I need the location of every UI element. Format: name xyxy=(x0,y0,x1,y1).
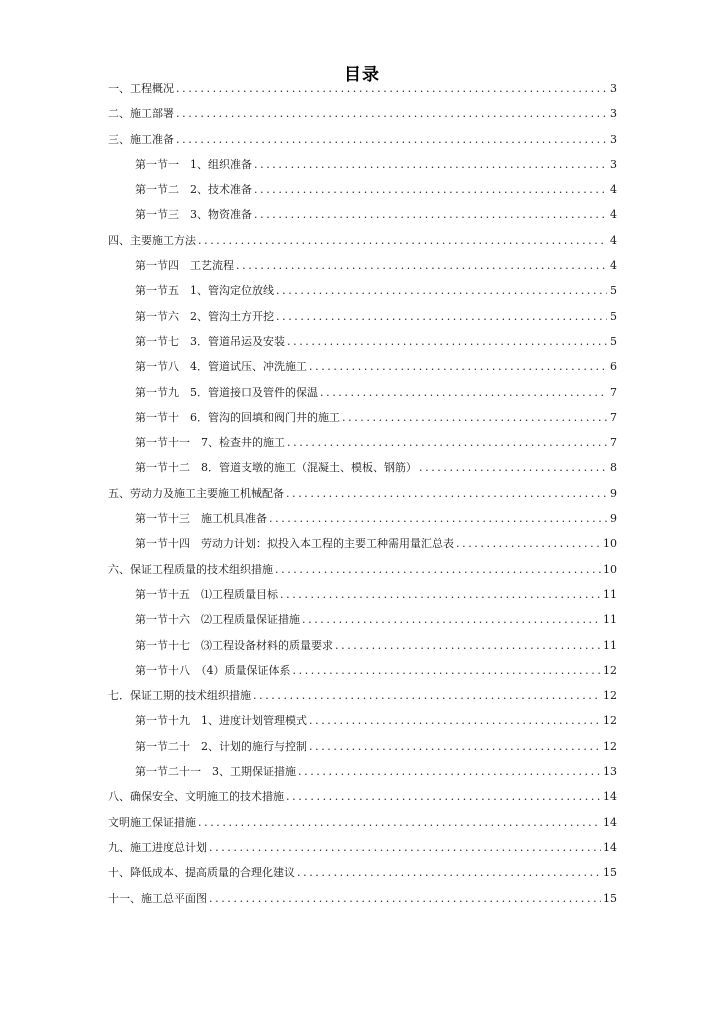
toc-section-entry[interactable] xyxy=(108,104,617,129)
toc-entry-page-number: 3 xyxy=(610,82,617,95)
toc-subsection-entry[interactable] xyxy=(108,433,617,458)
toc-entry-page-number: 12 xyxy=(603,663,617,677)
toc-entry-page-number: 7 xyxy=(610,385,617,399)
toc-subsection-entry[interactable] xyxy=(108,357,617,382)
toc-entry-page-number: 3 xyxy=(610,157,617,171)
toc-entry-page-number: 5 xyxy=(610,334,617,348)
toc-entry-page-number: 4 xyxy=(610,183,617,197)
toc-dot-leader xyxy=(209,889,601,909)
toc-dot-leader xyxy=(209,838,601,858)
toc-dot-leader xyxy=(287,332,607,352)
toc-entry-label: 第一节十五 ⑴工程质量目标 xyxy=(135,587,278,601)
toc-subsection-entry[interactable] xyxy=(108,180,617,205)
toc-dot-leader xyxy=(320,383,607,403)
toc-entry-page-number: 14 xyxy=(603,840,617,854)
toc-entry-label: 第一节二十 2、计划的施行与控制 xyxy=(135,739,307,753)
toc-entry-page-number: 5 xyxy=(610,309,617,323)
toc-entry-label: 第一节五 1、管沟定位放线 xyxy=(135,284,274,298)
toc-section-entry[interactable] xyxy=(108,787,617,812)
toc-subsection-entry[interactable] xyxy=(108,762,617,787)
toc-subsection-entry[interactable] xyxy=(108,205,617,230)
toc-entry-page-number: 9 xyxy=(610,512,617,526)
toc-dot-leader xyxy=(287,433,607,453)
toc-entry-page-number: 10 xyxy=(603,537,617,551)
toc-subsection-entry[interactable] xyxy=(108,307,617,332)
toc-dot-leader xyxy=(198,813,601,833)
toc-subsection-entry[interactable] xyxy=(108,534,617,559)
toc-dot-leader xyxy=(254,205,607,225)
toc-entry-label: 第一节十八 （4）质量保证体系 xyxy=(135,663,291,677)
toc-dot-leader xyxy=(286,787,601,807)
toc-entry-label: 三、施工准备 xyxy=(108,132,174,146)
toc-entry-page-number: 14 xyxy=(603,815,617,829)
toc-dot-leader xyxy=(253,686,601,706)
toc-subsection-entry[interactable] xyxy=(108,737,617,762)
toc-entry-label: 第一节八 4．管道试压、冲洗施工 xyxy=(135,360,307,374)
toc-entry-page-number: 15 xyxy=(603,891,617,905)
toc-dot-leader xyxy=(297,863,601,883)
toc-entry-label: 五、劳动力及施工主要施工机械配备 xyxy=(108,486,284,500)
toc-dot-leader xyxy=(276,281,607,301)
toc-dot-leader xyxy=(198,231,607,251)
toc-entry-page-number: 4 xyxy=(610,259,617,273)
toc-list xyxy=(108,79,617,914)
toc-entry-label: 第一节九 5．管道接口及管件的保温 xyxy=(135,385,318,399)
toc-entry-label: 第一节十 6．管沟的回填和阀门井的施工 xyxy=(135,410,340,424)
toc-dot-leader xyxy=(309,737,601,757)
toc-entry-label: 第一节十七 ⑶工程设备材料的质量要求 xyxy=(135,638,333,652)
toc-entry-label: 十、降低成本、提高质量的合理化建议 xyxy=(108,866,295,880)
toc-dot-leader xyxy=(309,357,607,377)
toc-entry-label: 第一节十三 施工机具准备 xyxy=(135,512,267,526)
toc-entry-page-number: 4 xyxy=(610,208,617,222)
toc-subsection-entry[interactable] xyxy=(108,458,617,483)
toc-entry-page-number: 3 xyxy=(610,132,617,146)
toc-dot-leader xyxy=(269,509,607,529)
toc-subsection-entry[interactable] xyxy=(108,585,617,610)
toc-dot-leader xyxy=(302,610,601,630)
toc-entry-label: 第一节二 2、技术准备 xyxy=(135,183,252,197)
toc-entry-label: 第一节十四 劳动力计划：拟投入本工程的主要工种需用量汇总表 xyxy=(135,537,454,551)
toc-entry-page-number: 8 xyxy=(610,461,617,475)
toc-entry-label: 第一节一 1、组织准备 xyxy=(135,157,252,171)
toc-title: 目录 xyxy=(344,65,380,85)
toc-entry-page-number: 9 xyxy=(610,486,617,500)
toc-entry-label: 第一节十九 1、进度计划管理模式 xyxy=(135,714,307,728)
toc-dot-leader xyxy=(286,484,607,504)
toc-dot-leader xyxy=(254,180,607,200)
toc-dot-leader xyxy=(309,711,601,731)
toc-subsection-entry[interactable] xyxy=(108,509,617,534)
toc-entry-label: 九、施工进度总计划 xyxy=(108,840,207,854)
toc-dot-leader xyxy=(298,762,601,782)
toc-entry-label: 七．保证工期的技术组织措施 xyxy=(108,689,251,703)
toc-entry-label: 十一、施工总平面图 xyxy=(108,891,207,905)
toc-dot-leader xyxy=(276,307,607,327)
toc-section-entry[interactable] xyxy=(108,838,617,863)
toc-entry-label: 六、保证工程质量的技术组织措施 xyxy=(108,562,273,576)
toc-subsection-entry[interactable] xyxy=(108,332,617,357)
toc-subsection-entry[interactable] xyxy=(108,711,617,736)
toc-entry-page-number: 14 xyxy=(603,790,617,804)
toc-subsection-entry[interactable] xyxy=(108,661,617,686)
toc-dot-leader xyxy=(275,560,601,580)
toc-entry-page-number: 11 xyxy=(603,638,617,652)
toc-section-entry[interactable] xyxy=(108,863,617,888)
toc-entry-label: 第一节十六 ⑵工程质量保证措施 xyxy=(135,613,300,627)
toc-dot-leader xyxy=(176,79,607,99)
toc-dot-leader xyxy=(456,534,601,554)
toc-entry-page-number: 11 xyxy=(603,587,617,601)
toc-subsection-entry[interactable] xyxy=(108,636,617,661)
toc-entry-label: 第一节四 工艺流程 xyxy=(135,259,234,273)
toc-dot-leader xyxy=(280,585,601,605)
toc-section-entry[interactable] xyxy=(108,79,617,104)
toc-entry-page-number: 12 xyxy=(603,739,617,753)
toc-section-entry[interactable] xyxy=(108,130,617,155)
toc-dot-leader xyxy=(342,408,607,428)
toc-entry-page-number: 5 xyxy=(610,284,617,298)
toc-dot-leader xyxy=(236,256,607,276)
toc-entry-page-number: 15 xyxy=(603,866,617,880)
toc-dot-leader xyxy=(176,130,607,150)
toc-section-entry[interactable] xyxy=(108,686,617,711)
toc-section-entry[interactable] xyxy=(108,889,617,914)
toc-entry-label: 第一节十二 8．管道支墩的施工（混凝土、模板、钢筋） xyxy=(135,461,417,475)
toc-section-entry[interactable] xyxy=(108,231,617,256)
toc-section-entry[interactable] xyxy=(108,484,617,509)
toc-entry-page-number: 4 xyxy=(610,233,617,247)
toc-subsection-entry[interactable] xyxy=(108,256,617,281)
toc-entry-label: 八、确保安全、文明施工的技术措施 xyxy=(108,790,284,804)
toc-entry-page-number: 13 xyxy=(603,765,617,779)
toc-dot-leader xyxy=(254,155,607,175)
toc-entry-label: 第一节二十一 3、工期保证措施 xyxy=(135,765,296,779)
toc-entry-label: 一、工程概况 xyxy=(108,82,174,95)
toc-entry-page-number: 11 xyxy=(603,613,617,627)
toc-subsection-entry[interactable] xyxy=(108,155,617,180)
toc-subsection-entry[interactable] xyxy=(108,383,617,408)
toc-entry-label: 第一节三 3、物资准备 xyxy=(135,208,252,222)
toc-entry-label: 第一节六 2、管沟土方开挖 xyxy=(135,309,274,323)
toc-entry-page-number: 10 xyxy=(603,562,617,576)
toc-entry-label: 文明施工保证措施 xyxy=(108,815,196,829)
toc-entry-page-number: 12 xyxy=(603,714,617,728)
toc-entry-page-number: 6 xyxy=(610,360,617,374)
toc-subsection-entry[interactable] xyxy=(108,610,617,635)
toc-entry-page-number: 12 xyxy=(603,689,617,703)
toc-entry-page-number: 7 xyxy=(610,436,617,450)
toc-section-entry[interactable] xyxy=(108,560,617,585)
toc-entry-label: 二、施工部署 xyxy=(108,107,174,121)
toc-dot-leader xyxy=(293,661,602,681)
toc-entry-page-number: 3 xyxy=(610,107,617,121)
toc-subsection-entry[interactable] xyxy=(108,408,617,433)
toc-subsection-entry[interactable] xyxy=(108,281,617,306)
toc-entry-label: 第一节七 3．管道吊运及安装 xyxy=(135,334,285,348)
toc-entry-label: 四、主要施工方法 xyxy=(108,233,196,247)
toc-entry-label: 第一节十一 7、检查井的施工 xyxy=(135,436,285,450)
toc-section-entry[interactable] xyxy=(108,813,617,838)
toc-dot-leader xyxy=(335,636,601,656)
toc-dot-leader xyxy=(419,458,607,478)
toc-entry-page-number: 7 xyxy=(610,410,617,424)
toc-dot-leader xyxy=(176,104,607,124)
